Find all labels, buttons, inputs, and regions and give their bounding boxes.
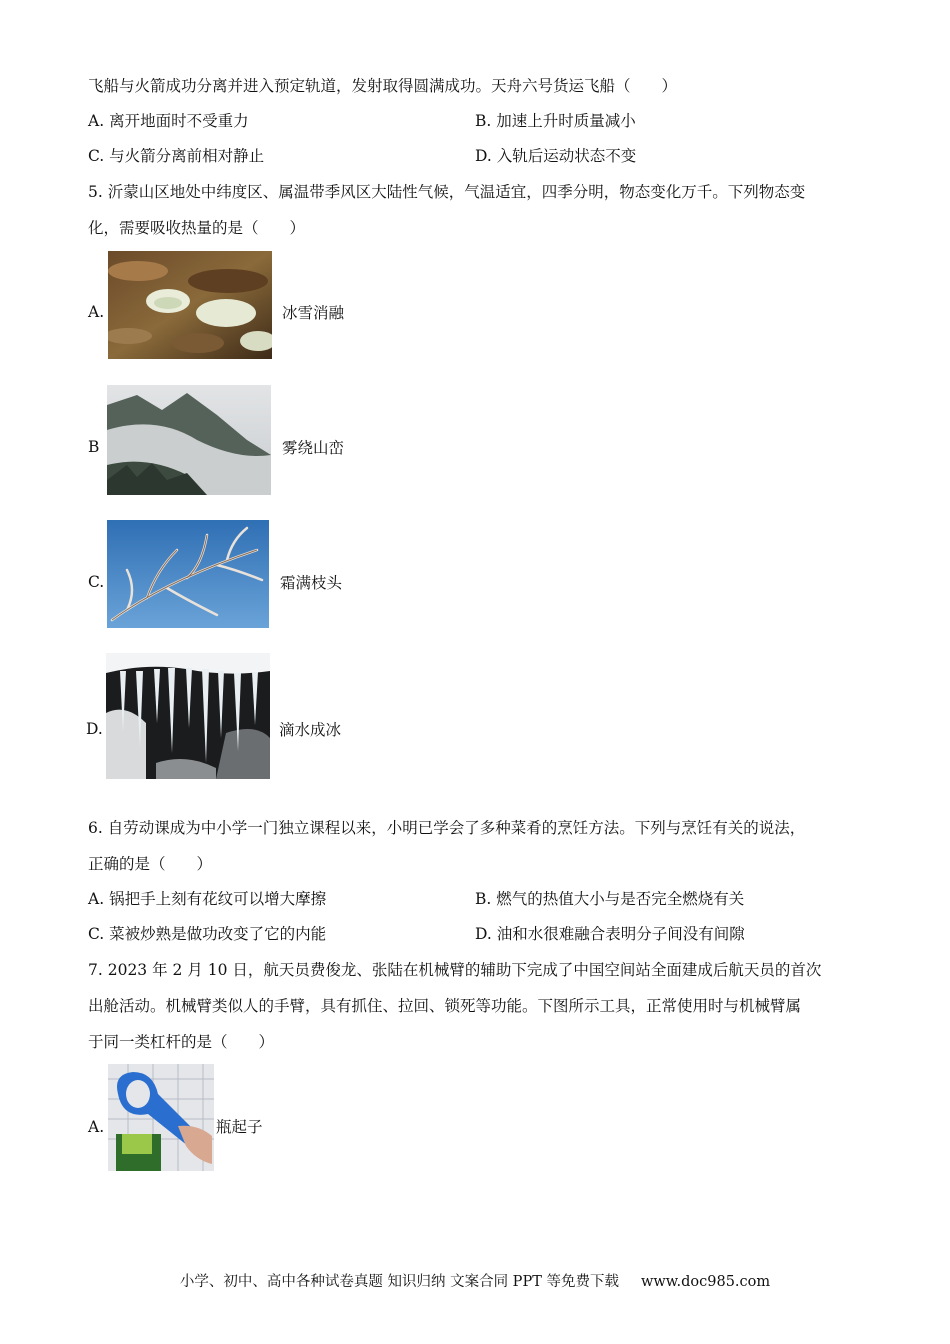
q7-stem-line2: 出舱活动。机械臂类似人的手臂，具有抓住、拉回、锁死等功能。下图所示工具，正常使用时与机械臂属 — [88, 997, 802, 1015]
q5-option-b-caption: 雾绕山峦 — [282, 439, 345, 457]
q7-stem-line1: 7. 2023 年 2 月 10 日，航天员费俊龙、张陆在机械臂的辅助下完成了中国空间站全面建成后航天员的首次 — [88, 961, 822, 979]
q5-option-b-label: B — [88, 438, 100, 456]
q4-option-d: D. 入轨后运动状态不变 — [475, 147, 637, 165]
q5-stem-line2: 化，需要吸收热量的是（ ） — [88, 219, 306, 237]
q5-option-a-caption: 冰雪消融 — [282, 304, 345, 322]
melting-ice-photo — [108, 251, 272, 359]
q6-stem-line2: 正确的是（ ） — [88, 855, 213, 873]
q5-option-a-label: A. — [88, 303, 105, 321]
q7-stem-line3: 于同一类杠杆的是（ ） — [88, 1033, 275, 1051]
q5-option-c-label: C. — [88, 573, 105, 591]
page-footer — [0, 1270, 950, 1291]
q5-option-d-caption: 滴水成冰 — [279, 721, 342, 739]
q6-option-d: D. 油和水很难融合表明分子间没有间隙 — [475, 925, 745, 943]
q7-option-a-label: A. — [88, 1118, 105, 1136]
foggy-mountain-photo — [107, 385, 271, 495]
q4-stem: 飞船与火箭成功分离并进入预定轨道，发射取得圆满成功。天舟六号货运飞船（ ） — [88, 77, 678, 95]
icicles-photo — [106, 653, 270, 779]
q7-option-a-caption: 瓶起子 — [216, 1118, 263, 1136]
frosty-branch-photo — [107, 520, 269, 628]
q5-stem-line1: 5. 沂蒙山区地处中纬度区、属温带季风区大陆性气候，气温适宜，四季分明，物态变化万千。下列物态变 — [88, 183, 806, 201]
q4-option-c: C. 与火箭分离前相对静止 — [88, 147, 265, 165]
q6-option-c: C. 菜被炒熟是做功改变了它的内能 — [88, 925, 327, 943]
q6-option-a: A. 锅把手上刻有花纹可以增大摩擦 — [88, 890, 327, 908]
q6-option-b: B. 燃气的热值大小与是否完全燃烧有关 — [475, 890, 745, 908]
bottle-opener-photo — [108, 1064, 214, 1171]
q4-option-a: A. 离开地面时不受重力 — [88, 112, 249, 130]
q5-option-d-label: D. — [86, 720, 103, 738]
q6-stem-line1: 6. 自劳动课成为中小学一门独立课程以来，小明已学会了多种菜肴的烹饪方法。下列与烹饪有关的说法， — [88, 819, 806, 837]
footer-text: 小学、初中、高中各种试卷真题 知识归纳 文案合同 PPT 等免费下载 — [179, 1274, 619, 1290]
q4-option-b: B. 加速上升时质量减小 — [475, 112, 636, 130]
footer-url[interactable]: www.doc985.com — [640, 1274, 771, 1290]
q5-option-c-caption: 霜满枝头 — [280, 574, 343, 592]
